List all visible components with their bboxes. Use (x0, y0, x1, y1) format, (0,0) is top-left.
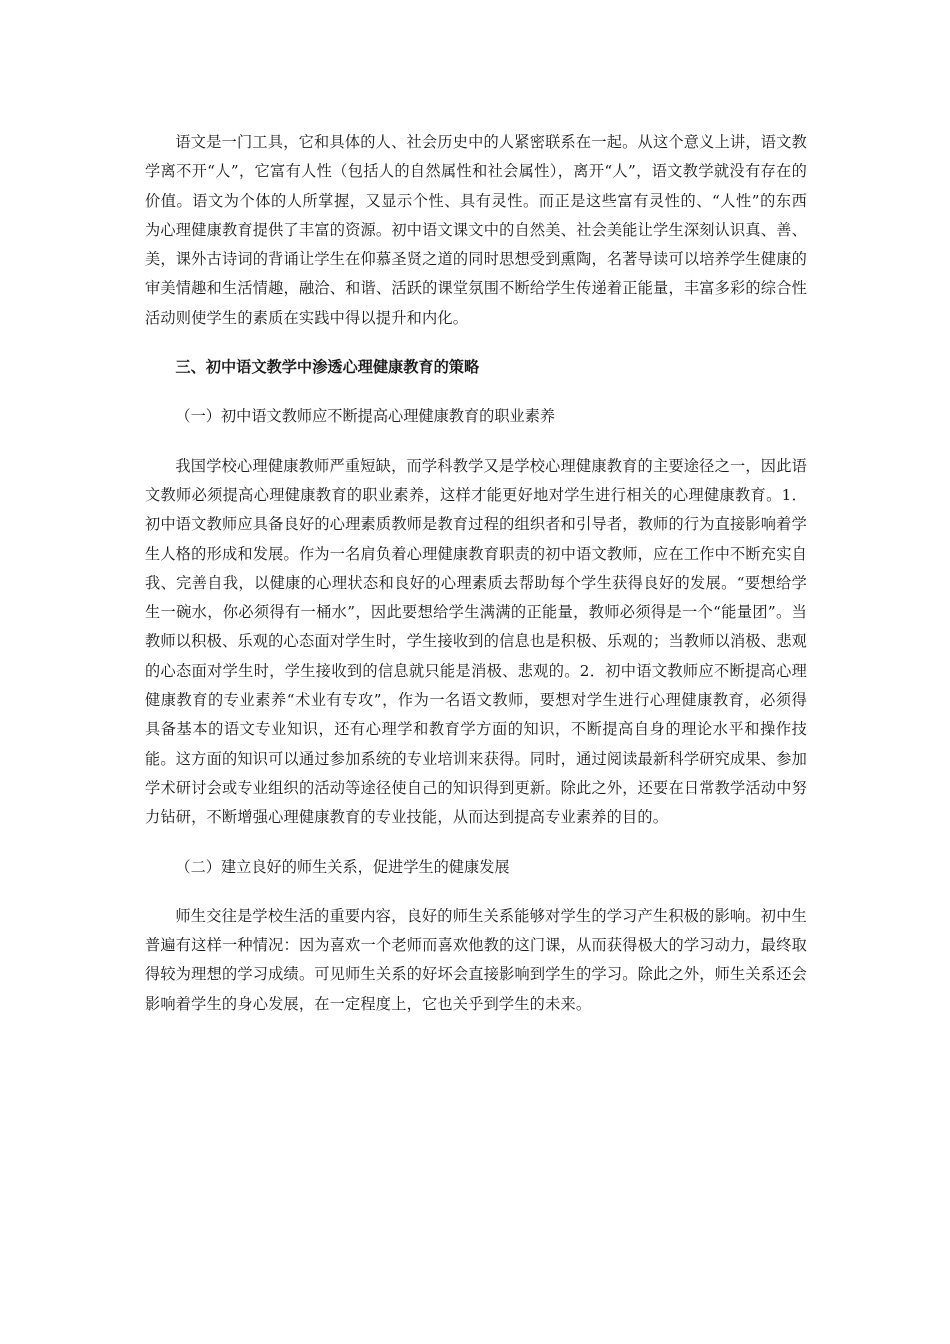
paragraph-teacher-literacy: 我国学校心理健康教师严重短缺，而学科教学又是学校心理健康教育的主要途径之一，因此语文教师必须提高心理健康教育的职业素养，这样才能更好地对学生进行相关的心理健康教育。1．初中语文教师应具备良好的心理素质教师是教育过程的组织者和引导者，教师的行为直接影响着学生人格的形成和发展。作为一名肩负着心理健康教育职责的初中语文教师，应在工作中不断充实自我、完善自我，以健康的心理状态和良好的心理素质去帮助每个学生获得良好的发展。“要想给学生一碗水，你必须得有一桶水”，因此要想给学生满满的正能量，教师必须得是一个“能量团”。当教师以积极、乐观的心态面对学生时，学生接收到的信息也是积极、乐观的；当教师以消极、悲观的心态面对学生时，学生接收到的信息就只能是消极、悲观的。2．初中语文教师应不断提高心理健康教育的专业素养“术业有专攻”，作为一名语文教师，要想对学生进行心理健康教育，必须得具备基本的语文专业知识，还有心理学和教育学方面的知识，不断提高自身的理论水平和操作技能。这方面的知识可以通过参加系统的专业培训来获得。同时，通过阅读最新科学研究成果、参加学术研讨会或专业组织的活动等途径使自己的知识得到更新。除此之外，还要在日常教学活动中努力钻研，不断增强心理健康教育的专业技能，从而达到提高专业素养的目的。 (145, 456, 807, 827)
paragraph-language-as-tool: 语文是一门工具，它和具体的人、社会历史中的人紧密联系在一起。从这个意义上讲，语文教学离不开“人”，它富有人性（包括人的自然属性和社会属性），离开“人”，语文教学就没有存在的价值。语文为个体的人所掌握，又显示个性、具有灵性。而正是这些富有灵性的、“人性”的东西为心理健康教育提供了丰富的资源。初中语文课文中的自然美、社会美能让学生深刻认识真、善、美，课外古诗词的背诵让学生在仰慕圣贤之道的同时思想受到熏陶，名著导读可以培养学生健康的审美情趣和生活情趣，融洽、和谐、活跃的课堂氛围不断给学生传递着正能量，丰富多彩的综合性活动则使学生的素质在实践中得以提升和内化。 (145, 133, 807, 327)
document-body (145, 128, 807, 1019)
subheading-teacher-literacy: （一）初中语文教师应不断提高心理健康教育的职业素养 (175, 407, 556, 426)
section-heading-strategies: 三、初中语文教学中渗透心理健康教育的策略 (175, 358, 480, 377)
subheading-teacher-student-relationship: （二）建立良好的师生关系，促进学生的健康发展 (175, 857, 510, 876)
paragraph-teacher-student-relationship: 师生交往是学校生活的重要内容，良好的师生关系能够对学生的学习产生积极的影响。初中生普遍有这样一种情况：因为喜欢一个老师而喜欢他教的这门课，从而获得极大的学习动力，最终取得较为理想的学习成绩。可见师生关系的好坏会直接影响到学生的学习。除此之外，师生关系还会影响着学生的身心发展，在一定程度上，它也关乎到学生的未来。 (145, 906, 807, 1013)
